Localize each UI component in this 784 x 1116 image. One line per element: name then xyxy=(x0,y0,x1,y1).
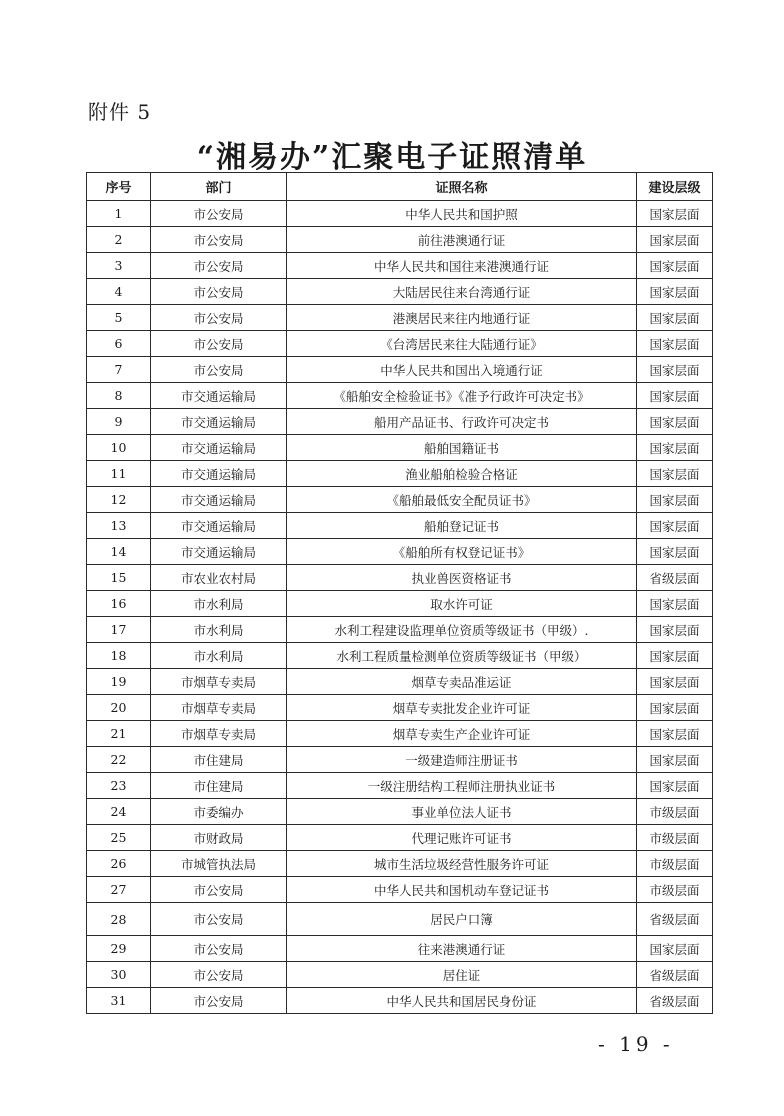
cell-no: 22 xyxy=(87,747,151,773)
header-level: 建设层级 xyxy=(637,173,713,201)
cell-dept: 市公安局 xyxy=(151,877,287,903)
cell-name: 《船舶安全检验证书》《准予行政许可决定书》 xyxy=(287,383,637,409)
cell-level: 市级层面 xyxy=(637,851,713,877)
cell-name: 前往港澳通行证 xyxy=(287,227,637,253)
cell-level: 国家层面 xyxy=(637,227,713,253)
cell-name: 代理记账许可证书 xyxy=(287,825,637,851)
cell-no: 7 xyxy=(87,357,151,383)
cell-level: 国家层面 xyxy=(637,383,713,409)
cell-dept: 市烟草专卖局 xyxy=(151,721,287,747)
cell-level: 国家层面 xyxy=(637,513,713,539)
cell-dept: 市住建局 xyxy=(151,747,287,773)
page-number: - 19 - xyxy=(598,1032,674,1056)
cell-name: 大陆居民往来台湾通行证 xyxy=(287,279,637,305)
cell-name: 船用产品证书、行政许可决定书 xyxy=(287,409,637,435)
cell-level: 国家层面 xyxy=(637,695,713,721)
cell-dept: 市住建局 xyxy=(151,773,287,799)
table-row xyxy=(87,357,713,383)
cell-level: 国家层面 xyxy=(637,435,713,461)
cell-name: 烟草专卖批发企业许可证 xyxy=(287,695,637,721)
table-row xyxy=(87,643,713,669)
cell-name: 《船舶所有权登记证书》 xyxy=(287,539,637,565)
cell-name: 居民户口簿 xyxy=(287,903,637,936)
table-row xyxy=(87,617,713,643)
cell-name: 事业单位法人证书 xyxy=(287,799,637,825)
table-row xyxy=(87,877,713,903)
page-title: “湘易办”汇聚电子证照清单 xyxy=(196,140,588,175)
cell-level: 国家层面 xyxy=(637,279,713,305)
cell-name: 水利工程质量检测单位资质等级证书（甲级） xyxy=(287,643,637,669)
table-row xyxy=(87,201,713,227)
cell-no: 31 xyxy=(87,988,151,1014)
cell-dept: 市财政局 xyxy=(151,825,287,851)
cell-no: 29 xyxy=(87,936,151,962)
table-row xyxy=(87,591,713,617)
cell-level: 国家层面 xyxy=(637,617,713,643)
cell-level: 国家层面 xyxy=(637,409,713,435)
cell-no: 6 xyxy=(87,331,151,357)
cell-no: 23 xyxy=(87,773,151,799)
cell-level: 国家层面 xyxy=(637,669,713,695)
cell-name: 一级建造师注册证书 xyxy=(287,747,637,773)
cell-no: 13 xyxy=(87,513,151,539)
license-table xyxy=(86,172,713,1014)
cell-level: 国家层面 xyxy=(637,747,713,773)
cell-name: 船舶国籍证书 xyxy=(287,435,637,461)
table-row xyxy=(87,513,713,539)
cell-dept: 市公安局 xyxy=(151,988,287,1014)
cell-dept: 市公安局 xyxy=(151,357,287,383)
cell-dept: 市交通运输局 xyxy=(151,461,287,487)
table-row xyxy=(87,565,713,591)
header-name: 证照名称 xyxy=(287,173,637,201)
cell-dept: 市公安局 xyxy=(151,201,287,227)
cell-dept: 市烟草专卖局 xyxy=(151,669,287,695)
table-row xyxy=(87,279,713,305)
cell-no: 26 xyxy=(87,851,151,877)
cell-no: 2 xyxy=(87,227,151,253)
cell-no: 1 xyxy=(87,201,151,227)
cell-level: 国家层面 xyxy=(637,357,713,383)
cell-name: 《台湾居民来往大陆通行证》 xyxy=(287,331,637,357)
table-row xyxy=(87,383,713,409)
cell-dept: 市公安局 xyxy=(151,279,287,305)
cell-dept: 市交通运输局 xyxy=(151,513,287,539)
cell-no: 17 xyxy=(87,617,151,643)
cell-dept: 市交通运输局 xyxy=(151,487,287,513)
table-row xyxy=(87,799,713,825)
cell-no: 24 xyxy=(87,799,151,825)
cell-level: 国家层面 xyxy=(637,721,713,747)
cell-no: 27 xyxy=(87,877,151,903)
table-row xyxy=(87,227,713,253)
cell-dept: 市交通运输局 xyxy=(151,383,287,409)
cell-no: 15 xyxy=(87,565,151,591)
cell-dept: 市公安局 xyxy=(151,253,287,279)
table-row xyxy=(87,988,713,1014)
cell-no: 3 xyxy=(87,253,151,279)
cell-no: 19 xyxy=(87,669,151,695)
table-row xyxy=(87,305,713,331)
cell-level: 国家层面 xyxy=(637,305,713,331)
cell-no: 8 xyxy=(87,383,151,409)
cell-level: 国家层面 xyxy=(637,643,713,669)
cell-no: 9 xyxy=(87,409,151,435)
cell-name: 《船舶最低安全配员证书》 xyxy=(287,487,637,513)
header-no: 序号 xyxy=(87,173,151,201)
cell-level: 国家层面 xyxy=(637,773,713,799)
cell-level: 市级层面 xyxy=(637,825,713,851)
cell-dept: 市交通运输局 xyxy=(151,539,287,565)
cell-level: 市级层面 xyxy=(637,877,713,903)
cell-level: 国家层面 xyxy=(637,591,713,617)
table-row xyxy=(87,773,713,799)
cell-name: 中华人民共和国出入境通行证 xyxy=(287,357,637,383)
table-body xyxy=(87,201,713,1014)
table-row xyxy=(87,747,713,773)
cell-no: 11 xyxy=(87,461,151,487)
cell-level: 市级层面 xyxy=(637,799,713,825)
cell-name: 中华人民共和国机动车登记证书 xyxy=(287,877,637,903)
table-row xyxy=(87,695,713,721)
table-row xyxy=(87,253,713,279)
cell-no: 14 xyxy=(87,539,151,565)
cell-level: 国家层面 xyxy=(637,539,713,565)
cell-name: 中华人民共和国居民身份证 xyxy=(287,988,637,1014)
cell-dept: 市交通运输局 xyxy=(151,435,287,461)
cell-name: 执业兽医资格证书 xyxy=(287,565,637,591)
cell-dept: 市公安局 xyxy=(151,227,287,253)
cell-dept: 市公安局 xyxy=(151,903,287,936)
table-row xyxy=(87,721,713,747)
cell-level: 国家层面 xyxy=(637,201,713,227)
cell-dept: 市水利局 xyxy=(151,591,287,617)
cell-level: 国家层面 xyxy=(637,253,713,279)
cell-level: 省级层面 xyxy=(637,903,713,936)
cell-name: 烟草专卖生产企业许可证 xyxy=(287,721,637,747)
cell-name: 中华人民共和国护照 xyxy=(287,201,637,227)
cell-name: 港澳居民来往内地通行证 xyxy=(287,305,637,331)
table-row xyxy=(87,851,713,877)
cell-dept: 市公安局 xyxy=(151,962,287,988)
header-dept: 部门 xyxy=(151,173,287,201)
table-row xyxy=(87,903,713,936)
table-row xyxy=(87,962,713,988)
table-row xyxy=(87,331,713,357)
cell-dept: 市公安局 xyxy=(151,305,287,331)
cell-level: 省级层面 xyxy=(637,988,713,1014)
cell-level: 国家层面 xyxy=(637,487,713,513)
table-row xyxy=(87,669,713,695)
cell-name: 取水许可证 xyxy=(287,591,637,617)
table-row xyxy=(87,825,713,851)
table-header-row xyxy=(87,173,713,201)
cell-no: 25 xyxy=(87,825,151,851)
cell-name: 往来港澳通行证 xyxy=(287,936,637,962)
cell-name: 城市生活垃圾经营性服务许可证 xyxy=(287,851,637,877)
table-row xyxy=(87,461,713,487)
table-row xyxy=(87,435,713,461)
cell-dept: 市公安局 xyxy=(151,331,287,357)
cell-level: 省级层面 xyxy=(637,962,713,988)
cell-dept: 市烟草专卖局 xyxy=(151,695,287,721)
cell-name: 水利工程建设监理单位资质等级证书（甲级）. xyxy=(287,617,637,643)
cell-level: 国家层面 xyxy=(637,331,713,357)
attachment-label: 附件 5 xyxy=(88,100,152,124)
cell-name: 烟草专卖品准运证 xyxy=(287,669,637,695)
cell-dept: 市城管执法局 xyxy=(151,851,287,877)
table-row xyxy=(87,539,713,565)
cell-level: 国家层面 xyxy=(637,461,713,487)
table-row xyxy=(87,936,713,962)
cell-no: 30 xyxy=(87,962,151,988)
cell-no: 12 xyxy=(87,487,151,513)
cell-dept: 市水利局 xyxy=(151,643,287,669)
table-row xyxy=(87,487,713,513)
cell-dept: 市公安局 xyxy=(151,936,287,962)
cell-no: 10 xyxy=(87,435,151,461)
cell-dept: 市水利局 xyxy=(151,617,287,643)
cell-dept: 市农业农村局 xyxy=(151,565,287,591)
cell-name: 船舶登记证书 xyxy=(287,513,637,539)
cell-dept: 市委编办 xyxy=(151,799,287,825)
cell-no: 21 xyxy=(87,721,151,747)
cell-no: 5 xyxy=(87,305,151,331)
cell-level: 省级层面 xyxy=(637,565,713,591)
cell-no: 4 xyxy=(87,279,151,305)
cell-no: 20 xyxy=(87,695,151,721)
cell-name: 一级注册结构工程师注册执业证书 xyxy=(287,773,637,799)
cell-no: 28 xyxy=(87,903,151,936)
cell-name: 中华人民共和国往来港澳通行证 xyxy=(287,253,637,279)
cell-name: 渔业船舶检验合格证 xyxy=(287,461,637,487)
cell-no: 18 xyxy=(87,643,151,669)
cell-level: 国家层面 xyxy=(637,936,713,962)
cell-no: 16 xyxy=(87,591,151,617)
cell-name: 居住证 xyxy=(287,962,637,988)
cell-dept: 市交通运输局 xyxy=(151,409,287,435)
table-row xyxy=(87,409,713,435)
